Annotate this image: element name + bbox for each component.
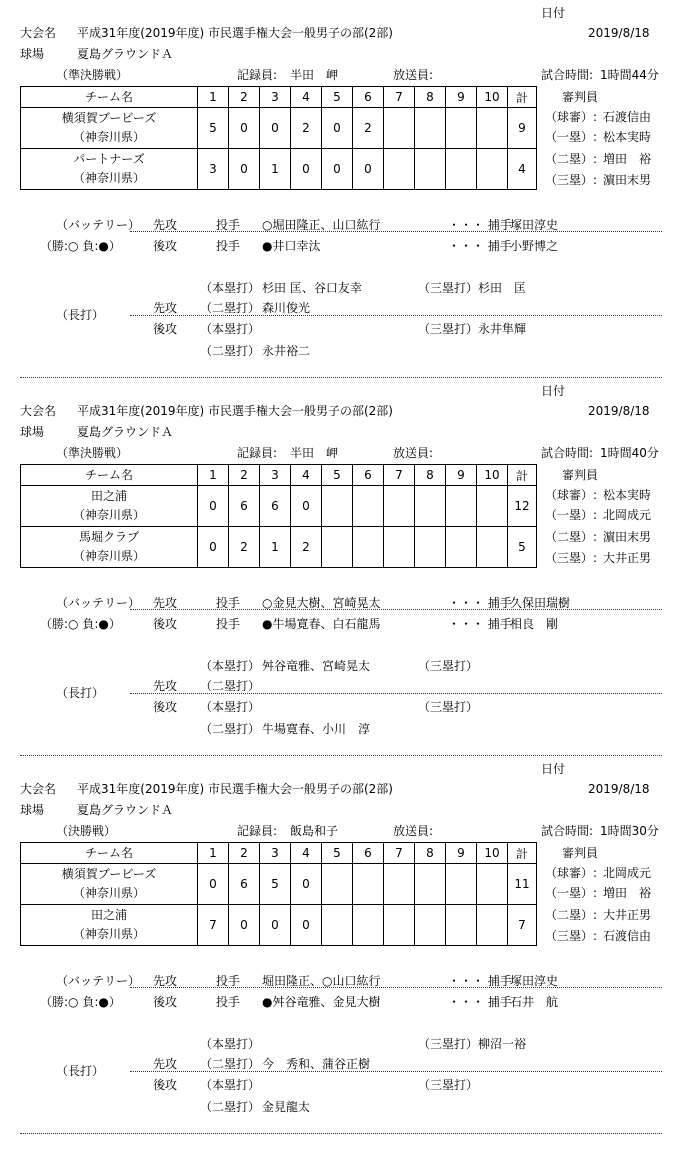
battery-label: （バッテリー） bbox=[56, 596, 141, 610]
long-hits-label: （長打） bbox=[56, 308, 105, 322]
inning-score: 6 bbox=[260, 486, 291, 527]
triple-label: （三塁打） bbox=[418, 1078, 479, 1092]
umpire-first: 北岡成元 bbox=[603, 508, 652, 522]
inning-score: 7 bbox=[198, 905, 229, 946]
inning-score: 2 bbox=[353, 108, 384, 149]
double-label: （二塁打） bbox=[200, 679, 261, 693]
inning-header: 10 bbox=[477, 465, 508, 486]
bottom-doubles: 永井裕二 bbox=[262, 344, 311, 358]
team-name-header: チーム名 bbox=[21, 843, 198, 864]
team-name: 横須賀ブービーズ bbox=[61, 867, 157, 881]
umpire-role-plate: （球審）: bbox=[545, 110, 598, 124]
inning-header: 9 bbox=[446, 87, 477, 108]
recorder-label: 記録員: bbox=[237, 68, 278, 82]
bottom-catcher: 相良 剛 bbox=[510, 617, 559, 631]
inning-score bbox=[446, 864, 477, 905]
inning-header: 6 bbox=[353, 843, 384, 864]
game-date: 2019/8/18 bbox=[588, 26, 650, 40]
game-record-3 bbox=[0, 756, 694, 1134]
umpire-first: 松本実時 bbox=[603, 130, 652, 144]
venue-label: 球場 bbox=[20, 425, 45, 439]
inning-score bbox=[477, 905, 508, 946]
game-time-label: 試合時間: bbox=[541, 68, 594, 82]
bottom-side-label: 後攻 bbox=[153, 995, 178, 1009]
inning-header: 6 bbox=[353, 87, 384, 108]
team-row-top bbox=[21, 864, 537, 905]
game-time-label: 試合時間: bbox=[541, 446, 594, 460]
bottom-side-label: 後攻 bbox=[153, 322, 178, 336]
inning-header: 2 bbox=[229, 843, 260, 864]
inning-header: 8 bbox=[415, 87, 446, 108]
inning-score: 0 bbox=[260, 108, 291, 149]
recorder-name: 半田 岬 bbox=[290, 68, 339, 82]
dotted-rule bbox=[130, 315, 662, 316]
triple-label: （三塁打） bbox=[418, 700, 479, 714]
inning-score: 2 bbox=[291, 108, 322, 149]
total-score: 9 bbox=[508, 108, 537, 149]
date-label: 日付 bbox=[541, 384, 566, 398]
umpire-first: 増田 裕 bbox=[603, 886, 652, 900]
venue-name: 夏島グラウンドＡ bbox=[77, 425, 174, 439]
tournament-label: 大会名 bbox=[20, 404, 57, 418]
inning-header: 3 bbox=[260, 465, 291, 486]
double-label: （二塁打） bbox=[200, 344, 261, 358]
bottom-catcher: 小野博之 bbox=[510, 239, 559, 253]
top-pitchers: 堀田隆正、○山口紘行 bbox=[262, 974, 381, 988]
top-side-label: 先攻 bbox=[153, 596, 178, 610]
game-time: 1時間40分 bbox=[600, 446, 659, 460]
inning-score: 5 bbox=[198, 108, 229, 149]
inning-header: 7 bbox=[384, 843, 415, 864]
umpire-role-plate: （球審）: bbox=[545, 488, 598, 502]
inning-score: 0 bbox=[322, 108, 353, 149]
home-run-label: （本塁打） bbox=[200, 659, 261, 673]
inning-score bbox=[384, 527, 415, 568]
scoreboard-header bbox=[21, 843, 537, 864]
battery-label: （バッテリー） bbox=[56, 218, 141, 232]
umpire-role-third: （三塁）: bbox=[545, 551, 598, 565]
announcer-label: 放送員: bbox=[393, 68, 434, 82]
double-label: （二塁打） bbox=[200, 1100, 261, 1114]
umpire-role-first: （一塁）: bbox=[545, 508, 598, 522]
inning-score: 0 bbox=[291, 905, 322, 946]
team-row-bottom bbox=[21, 149, 537, 190]
venue-label: 球場 bbox=[20, 803, 45, 817]
recorder-name: 飯島和子 bbox=[290, 824, 339, 838]
inning-score: 0 bbox=[229, 149, 260, 190]
umpires-title: 審判員 bbox=[562, 468, 599, 482]
dotted-rule bbox=[130, 987, 662, 988]
home-run-label: （本塁打） bbox=[200, 1078, 261, 1092]
team-cell bbox=[21, 149, 198, 190]
inning-header: 4 bbox=[291, 87, 322, 108]
inning-header: 7 bbox=[384, 465, 415, 486]
dotted-rule bbox=[130, 609, 662, 610]
tournament-label: 大会名 bbox=[20, 26, 57, 40]
venue-label: 球場 bbox=[20, 47, 45, 61]
top-triples: 柳沼一裕 bbox=[478, 1037, 527, 1051]
inning-header: 2 bbox=[229, 465, 260, 486]
team-name: パートナーズ bbox=[73, 152, 145, 166]
catcher-label: ・・・ 捕手 bbox=[448, 995, 512, 1009]
double-label: （二塁打） bbox=[200, 722, 261, 736]
umpire-role-first: （一塁）: bbox=[545, 130, 598, 144]
win-loss-legend: （勝:○ 負:●） bbox=[40, 239, 121, 253]
announcer-label: 放送員: bbox=[393, 446, 434, 460]
team-row-top bbox=[21, 486, 537, 527]
inning-score bbox=[446, 108, 477, 149]
umpires-title: 審判員 bbox=[562, 846, 599, 860]
bottom-pitchers: ●井口幸汰 bbox=[262, 239, 321, 253]
inning-score bbox=[477, 527, 508, 568]
inning-score bbox=[477, 108, 508, 149]
team-name-header: チーム名 bbox=[21, 465, 198, 486]
catcher-label: ・・・ 捕手 bbox=[448, 974, 512, 988]
total-header: 計 bbox=[508, 87, 537, 108]
inning-header: 4 bbox=[291, 465, 322, 486]
umpire-role-plate: （球審）: bbox=[545, 866, 598, 880]
inning-score bbox=[446, 905, 477, 946]
top-side-label: 先攻 bbox=[153, 679, 178, 693]
inning-header: 7 bbox=[384, 87, 415, 108]
total-header: 計 bbox=[508, 465, 537, 486]
team-cell bbox=[21, 864, 198, 905]
team-prefecture: （神奈川県） bbox=[72, 549, 145, 563]
scoreboard bbox=[20, 842, 537, 946]
top-side-label: 先攻 bbox=[153, 301, 178, 315]
bottom-doubles: 牛場寛春、小川 淳 bbox=[262, 722, 371, 736]
inning-score: 0 bbox=[353, 149, 384, 190]
win-loss-legend: （勝:○ 負:●） bbox=[40, 617, 121, 631]
top-doubles: 森川俊光 bbox=[262, 301, 311, 315]
inning-score bbox=[477, 864, 508, 905]
top-side-label: 先攻 bbox=[153, 1057, 178, 1071]
bottom-catcher: 石井 航 bbox=[510, 995, 559, 1009]
inning-score: 0 bbox=[229, 905, 260, 946]
team-cell bbox=[21, 486, 198, 527]
team-name: 田之浦 bbox=[90, 489, 127, 503]
pitcher-label: 投手 bbox=[216, 617, 241, 631]
inning-header: 5 bbox=[322, 87, 353, 108]
dotted-rule bbox=[130, 693, 662, 694]
team-name-header: チーム名 bbox=[21, 87, 198, 108]
total-score: 4 bbox=[508, 149, 537, 190]
round-name: （準決勝戦） bbox=[56, 68, 129, 82]
game-record-2 bbox=[0, 378, 694, 756]
umpire-role-first: （一塁）: bbox=[545, 886, 598, 900]
tournament-name: 平成31年度(2019年度) 市民選手権大会一般男子の部(2部) bbox=[77, 782, 393, 796]
inning-header: 1 bbox=[198, 843, 229, 864]
team-cell bbox=[21, 905, 198, 946]
bottom-side-label: 後攻 bbox=[153, 617, 178, 631]
top-pitchers: ○堀田隆正、山口紘行 bbox=[262, 218, 381, 232]
team-name: 馬堀クラブ bbox=[78, 530, 139, 544]
inning-score bbox=[446, 149, 477, 190]
game-date: 2019/8/18 bbox=[588, 404, 650, 418]
inning-score bbox=[384, 864, 415, 905]
inning-score: 6 bbox=[229, 864, 260, 905]
scoreboard-header bbox=[21, 465, 537, 486]
inning-header: 2 bbox=[229, 87, 260, 108]
scoreboard-header bbox=[21, 87, 537, 108]
home-run-label: （本塁打） bbox=[200, 700, 261, 714]
inning-score bbox=[384, 108, 415, 149]
triple-label: （三塁打） bbox=[418, 1037, 479, 1051]
inning-header: 1 bbox=[198, 465, 229, 486]
inning-score bbox=[353, 486, 384, 527]
top-catcher: 塚田淳史 bbox=[510, 218, 559, 232]
inning-score: 5 bbox=[260, 864, 291, 905]
umpire-role-third: （三塁）: bbox=[545, 929, 598, 943]
inning-score: 2 bbox=[291, 527, 322, 568]
umpire-plate: 松本実時 bbox=[603, 488, 652, 502]
battery-label: （バッテリー） bbox=[56, 974, 141, 988]
catcher-label: ・・・ 捕手 bbox=[448, 239, 512, 253]
inning-score: 1 bbox=[260, 527, 291, 568]
bottom-doubles: 金見龍太 bbox=[262, 1100, 311, 1114]
double-label: （二塁打） bbox=[200, 1057, 261, 1071]
top-side-label: 先攻 bbox=[153, 974, 178, 988]
inning-score: 0 bbox=[260, 905, 291, 946]
umpire-role-second: （二塁）: bbox=[545, 908, 598, 922]
umpire-plate: 石渡信由 bbox=[603, 110, 652, 124]
umpire-third: 石渡信由 bbox=[603, 929, 652, 943]
inning-header: 4 bbox=[291, 843, 322, 864]
inning-score bbox=[353, 864, 384, 905]
inning-score bbox=[415, 864, 446, 905]
inning-score bbox=[322, 905, 353, 946]
tournament-name: 平成31年度(2019年度) 市民選手権大会一般男子の部(2部) bbox=[77, 26, 393, 40]
inning-score bbox=[415, 149, 446, 190]
home-run-label: （本塁打） bbox=[200, 322, 261, 336]
triple-label: （三塁打） bbox=[418, 322, 479, 336]
inning-header: 5 bbox=[322, 843, 353, 864]
top-pitchers: ○金見大樹、宮崎晃太 bbox=[262, 596, 381, 610]
inning-score bbox=[322, 527, 353, 568]
total-score: 5 bbox=[508, 527, 537, 568]
game-time: 1時間30分 bbox=[600, 824, 659, 838]
recorder-label: 記録員: bbox=[237, 824, 278, 838]
inning-score: 0 bbox=[198, 864, 229, 905]
inning-score bbox=[322, 864, 353, 905]
team-row-top bbox=[21, 108, 537, 149]
inning-score bbox=[353, 905, 384, 946]
total-header: 計 bbox=[508, 843, 537, 864]
bottom-pitchers: ●舛谷竜雅、金見大樹 bbox=[262, 995, 381, 1009]
inning-score bbox=[384, 486, 415, 527]
date-label: 日付 bbox=[541, 762, 566, 776]
announcer-label: 放送員: bbox=[393, 824, 434, 838]
inning-score bbox=[415, 108, 446, 149]
pitcher-label: 投手 bbox=[216, 974, 241, 988]
inning-header: 5 bbox=[322, 465, 353, 486]
umpire-second: 増田 裕 bbox=[603, 152, 652, 166]
pitcher-label: 投手 bbox=[216, 596, 241, 610]
umpire-role-second: （二塁）: bbox=[545, 152, 598, 166]
bottom-pitchers: ●牛場寛春、白石龍馬 bbox=[262, 617, 381, 631]
umpires-title: 審判員 bbox=[562, 90, 599, 104]
top-home-runs: 舛谷竜雅、宮崎晃太 bbox=[262, 659, 371, 673]
team-prefecture: （神奈川県） bbox=[72, 508, 145, 522]
umpire-third: 大井正男 bbox=[603, 551, 652, 565]
inning-score: 6 bbox=[229, 486, 260, 527]
round-name: （準決勝戦） bbox=[56, 446, 129, 460]
umpire-third: 濵田末男 bbox=[603, 173, 652, 187]
inning-header: 3 bbox=[260, 843, 291, 864]
inning-score: 0 bbox=[322, 149, 353, 190]
top-catcher: 久保田瑞樹 bbox=[510, 596, 571, 610]
top-catcher: 塚田淳史 bbox=[510, 974, 559, 988]
win-loss-legend: （勝:○ 負:●） bbox=[40, 995, 121, 1009]
inning-header: 8 bbox=[415, 465, 446, 486]
inning-score: 0 bbox=[291, 149, 322, 190]
game-time-label: 試合時間: bbox=[541, 824, 594, 838]
team-row-bottom bbox=[21, 905, 537, 946]
triple-label: （三塁打） bbox=[418, 281, 479, 295]
scoreboard bbox=[20, 86, 537, 190]
total-score: 11 bbox=[508, 864, 537, 905]
inning-score: 0 bbox=[198, 527, 229, 568]
bottom-side-label: 後攻 bbox=[153, 700, 178, 714]
total-score: 12 bbox=[508, 486, 537, 527]
team-name: 横須賀ブービーズ bbox=[61, 111, 157, 125]
bottom-triples: 永井隼輝 bbox=[478, 322, 527, 336]
inning-score: 1 bbox=[260, 149, 291, 190]
top-doubles: 今 秀和、蒲谷正樹 bbox=[262, 1057, 371, 1071]
inning-header: 10 bbox=[477, 87, 508, 108]
date-label: 日付 bbox=[541, 6, 566, 20]
game-time: 1時間44分 bbox=[600, 68, 659, 82]
team-name: 田之浦 bbox=[90, 908, 127, 922]
team-cell bbox=[21, 527, 198, 568]
bottom-side-label: 後攻 bbox=[153, 239, 178, 253]
venue-name: 夏島グラウンドＡ bbox=[77, 803, 174, 817]
inning-score: 0 bbox=[198, 486, 229, 527]
umpire-second: 濵田末男 bbox=[603, 530, 652, 544]
team-row-bottom bbox=[21, 527, 537, 568]
dotted-rule bbox=[130, 231, 662, 232]
long-hits-label: （長打） bbox=[56, 686, 105, 700]
triple-label: （三塁打） bbox=[418, 659, 479, 673]
inning-header: 6 bbox=[353, 465, 384, 486]
top-home-runs: 杉田 匡、谷口友幸 bbox=[262, 281, 362, 295]
inning-score bbox=[477, 149, 508, 190]
inning-score bbox=[415, 527, 446, 568]
inning-score bbox=[446, 527, 477, 568]
inning-score bbox=[353, 527, 384, 568]
inning-header: 9 bbox=[446, 843, 477, 864]
inning-score bbox=[415, 486, 446, 527]
venue-name: 夏島グラウンドＡ bbox=[77, 47, 174, 61]
recorder-name: 半田 岬 bbox=[290, 446, 339, 460]
game-record-1 bbox=[0, 0, 694, 378]
inning-score bbox=[477, 486, 508, 527]
team-cell bbox=[21, 108, 198, 149]
tournament-label: 大会名 bbox=[20, 782, 57, 796]
pitcher-label: 投手 bbox=[216, 995, 241, 1009]
dotted-rule bbox=[130, 1071, 662, 1072]
team-prefecture: （神奈川県） bbox=[72, 927, 145, 941]
inning-score: 0 bbox=[291, 864, 322, 905]
inning-score: 0 bbox=[229, 108, 260, 149]
umpire-plate: 北岡成元 bbox=[603, 866, 652, 880]
top-triples: 杉田 匡 bbox=[478, 281, 527, 295]
section-separator bbox=[20, 1133, 662, 1134]
double-label: （二塁打） bbox=[200, 301, 261, 315]
round-name: （決勝戦） bbox=[56, 824, 117, 838]
long-hits-label: （長打） bbox=[56, 1064, 105, 1078]
bottom-side-label: 後攻 bbox=[153, 1078, 178, 1092]
catcher-label: ・・・ 捕手 bbox=[448, 596, 512, 610]
inning-score bbox=[384, 149, 415, 190]
total-score: 7 bbox=[508, 905, 537, 946]
catcher-label: ・・・ 捕手 bbox=[448, 218, 512, 232]
inning-header: 8 bbox=[415, 843, 446, 864]
inning-score bbox=[384, 905, 415, 946]
inning-score bbox=[322, 486, 353, 527]
inning-score: 2 bbox=[229, 527, 260, 568]
inning-score bbox=[446, 486, 477, 527]
top-side-label: 先攻 bbox=[153, 218, 178, 232]
inning-header: 3 bbox=[260, 87, 291, 108]
pitcher-label: 投手 bbox=[216, 218, 241, 232]
inning-score: 3 bbox=[198, 149, 229, 190]
home-run-label: （本塁打） bbox=[200, 1037, 261, 1051]
scoreboard bbox=[20, 464, 537, 568]
home-run-label: （本塁打） bbox=[200, 281, 261, 295]
inning-header: 9 bbox=[446, 465, 477, 486]
inning-header: 10 bbox=[477, 843, 508, 864]
team-prefecture: （神奈川県） bbox=[72, 886, 145, 900]
recorder-label: 記録員: bbox=[237, 446, 278, 460]
game-date: 2019/8/18 bbox=[588, 782, 650, 796]
umpire-role-third: （三塁）: bbox=[545, 173, 598, 187]
team-prefecture: （神奈川県） bbox=[72, 171, 145, 185]
inning-header: 1 bbox=[198, 87, 229, 108]
umpire-second: 大井正男 bbox=[603, 908, 652, 922]
umpire-role-second: （二塁）: bbox=[545, 530, 598, 544]
pitcher-label: 投手 bbox=[216, 239, 241, 253]
inning-score: 0 bbox=[291, 486, 322, 527]
team-prefecture: （神奈川県） bbox=[72, 130, 145, 144]
inning-score bbox=[415, 905, 446, 946]
tournament-name: 平成31年度(2019年度) 市民選手権大会一般男子の部(2部) bbox=[77, 404, 393, 418]
catcher-label: ・・・ 捕手 bbox=[448, 617, 512, 631]
